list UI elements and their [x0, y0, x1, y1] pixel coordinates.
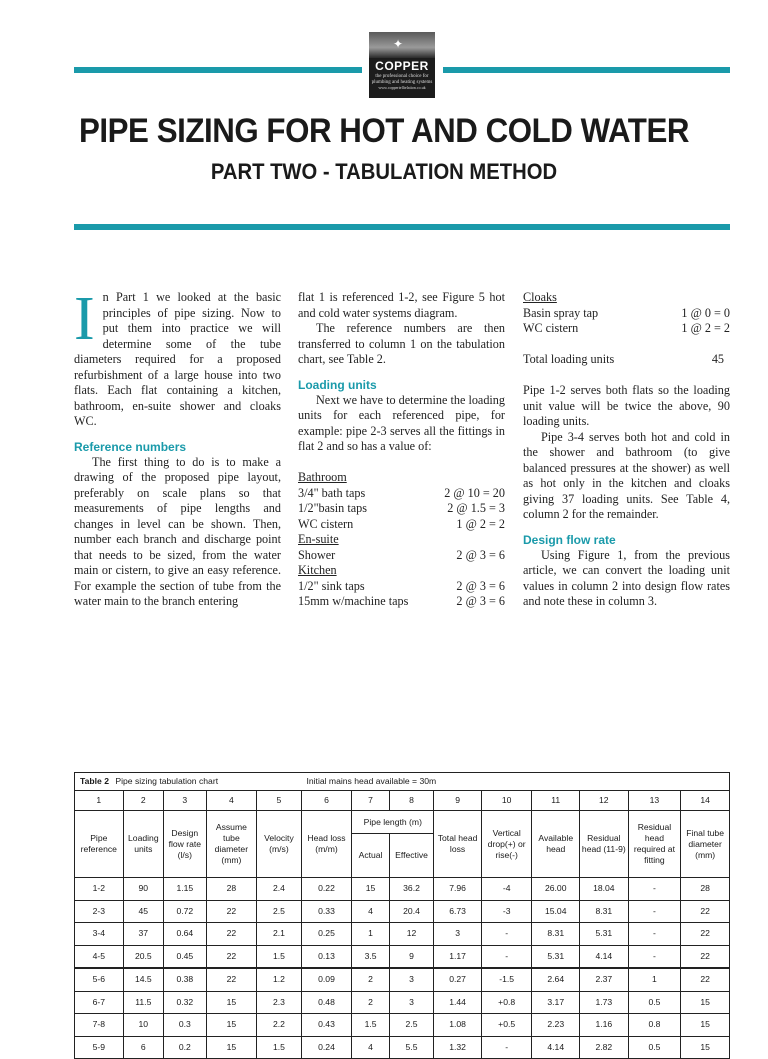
table-cell: 2.64 [532, 968, 580, 991]
table-cell: 3-4 [75, 923, 124, 946]
table-cell: 2.1 [257, 923, 302, 946]
heading-reference-numbers: Reference numbers [74, 439, 187, 454]
table-cell: 0.64 [164, 923, 207, 946]
table-cell: 3.17 [532, 991, 580, 1014]
table-cell: 8.31 [532, 923, 580, 946]
col2-paragraph-2: The reference numbers are then transferred to column 1 on the tabulation chart, see Table 2. [298, 321, 505, 366]
table-row [75, 1014, 730, 1037]
table-caption-label: Table 2 [80, 776, 109, 786]
table-cell: 1.44 [434, 991, 482, 1014]
table-cell: 1 [352, 923, 389, 946]
header-pipe-reference: Pipe reference [75, 811, 124, 878]
table-cell: 7-8 [75, 1014, 124, 1037]
table-cell: 20.4 [389, 900, 434, 923]
table-cell: 22 [681, 968, 730, 991]
table-cell: -4 [481, 878, 532, 901]
table-cell: 2 [352, 991, 389, 1014]
table-cell: 3 [389, 991, 434, 1014]
table-cell: 2 [352, 968, 389, 991]
table-cell: - [628, 900, 681, 923]
col3-paragraph-2: Pipe 3-4 serves both hot and cold in the shower and bathroom (to give balanced pressures at the shower) as well as hot only in the kitchen and cloaks giving 37 loading units. See Table 4, column 2 for the remainder. [523, 429, 730, 521]
list-item: Shower 2 @ 3 = 6 [298, 547, 505, 562]
table-cell: 0.2 [164, 1036, 207, 1059]
header-vertical-drop: Vertical drop(+) or rise(-) [481, 811, 532, 878]
title-rule [74, 224, 730, 230]
table-cell: 5.31 [532, 945, 580, 968]
table-caption-note: Initial mains head available = 30m [306, 776, 437, 786]
table-cell: 2-3 [75, 900, 124, 923]
table-cell: - [628, 878, 681, 901]
table-row [75, 900, 730, 923]
table-caption-text: Pipe sizing tabulation chart [115, 776, 219, 786]
table-cell: 4-5 [75, 945, 124, 968]
table-cell: 37 [123, 923, 163, 946]
table-row [75, 945, 730, 968]
table-cell: 2.4 [257, 878, 302, 901]
table-cell: 15 [206, 1036, 257, 1059]
col2-paragraph-1: flat 1 is referenced 1-2, see Figure 5 hot and cold water systems diagram. [298, 290, 505, 320]
table-cell: 5.5 [389, 1036, 434, 1059]
table-cell: 28 [681, 878, 730, 901]
table-row [75, 991, 730, 1014]
header-effective: Effective [389, 834, 434, 878]
header-residual-head-required: Residual head required at fitting [628, 811, 681, 878]
table-cell: 0.32 [164, 991, 207, 1014]
table-cell: 26.00 [532, 878, 580, 901]
table-cell: 1.15 [164, 878, 207, 901]
table-cell: 15 [352, 878, 389, 901]
top-rule-left [74, 67, 362, 73]
logo-url: www.coppertelltelation.co.uk [378, 85, 426, 90]
list-item: 1/2" sink taps 2 @ 3 = 6 [298, 578, 505, 593]
table-cell: 1-2 [75, 878, 124, 901]
header-final-tube-diameter: Final tube diameter (mm) [681, 811, 730, 878]
column-number: 4 [206, 791, 257, 811]
table-row [75, 1036, 730, 1059]
table-body [75, 878, 730, 1059]
table-cell: 36.2 [389, 878, 434, 901]
list-item: WC cistern 1 @ 2 = 2 [298, 516, 505, 531]
table-cell: +0.5 [481, 1014, 532, 1037]
table-cell: 0.72 [164, 900, 207, 923]
list-item: 3/4" bath taps 2 @ 10 = 20 [298, 485, 505, 500]
table-cell: 4 [352, 1036, 389, 1059]
table-cell: 9 [389, 945, 434, 968]
table-cell: 11.5 [123, 991, 163, 1014]
table-cell: 6 [123, 1036, 163, 1059]
table-cell: 3.5 [352, 945, 389, 968]
intro-paragraph: In Part 1 we looked at the basic principles of pipe sizing. Now to put them into practice we will determine some of the tube diameters required for a proposed refurbishment of a large house into two flats. Each flat containing a kitchen, bathroom, en-suite shower and cloaks WC. [74, 285, 281, 428]
column-number: 6 [301, 791, 352, 811]
table-cell: 22 [681, 945, 730, 968]
table-cell: 2.37 [580, 968, 629, 991]
column-number: 3 [164, 791, 207, 811]
table-cell: 1.5 [352, 1014, 389, 1037]
table-cell: 22 [681, 900, 730, 923]
table-cell: 0.27 [434, 968, 482, 991]
table-cell: 90 [123, 878, 163, 901]
page-title: PIPE SIZING FOR HOT AND COLD WATER [79, 112, 689, 150]
table-cell: 22 [206, 900, 257, 923]
table-cell: 0.24 [301, 1036, 352, 1059]
total-loading-units: Total loading units 45 [523, 352, 724, 366]
header-row-1 [75, 811, 730, 834]
table-cell: 20.5 [123, 945, 163, 968]
table-cell: -1.5 [481, 968, 532, 991]
column-number-row [75, 791, 730, 811]
reference-paragraph: The first thing to do is to make a drawing of the proposed pipe layout, preferably on scale plans so that measurements of pipe lengths and changes in level can be shown. Then, number each branch and discharge point that needs to be sized, from the water main or cistern, to give an easy reference. For example the section of tube from the water main to the branch entering [74, 454, 281, 608]
header-residual-head: Residual head (11-9) [580, 811, 629, 878]
bathroom-heading: Bathroom [298, 470, 347, 484]
ensuite-heading: En-suite [298, 532, 339, 546]
column-number: 10 [481, 791, 532, 811]
header-available-head: Available head [532, 811, 580, 878]
table-cell: +0.8 [481, 991, 532, 1014]
table-cell: 0.3 [164, 1014, 207, 1037]
header-design-flow-rate: Design flow rate (l/s) [164, 811, 207, 878]
table-cell: 22 [206, 923, 257, 946]
table-cell: 3 [389, 968, 434, 991]
list-item: 1/2"basin taps 2 @ 1.5 = 3 [298, 501, 505, 515]
table-cell: 0.09 [301, 968, 352, 991]
table-cell: 0.5 [628, 991, 681, 1014]
table-cell: 4.14 [580, 945, 629, 968]
table-cell: 1.16 [580, 1014, 629, 1037]
table-cell: 2.3 [257, 991, 302, 1014]
table-cell: 1.32 [434, 1036, 482, 1059]
table-cell: 1.5 [257, 1036, 302, 1059]
header-total-head-loss: Total head loss [434, 811, 482, 878]
header-pipe-length: Pipe length (m) [352, 811, 434, 834]
table-cell: 0.43 [301, 1014, 352, 1037]
cloaks-heading: Cloaks [523, 290, 557, 304]
header-tube-diameter: Assume tube diameter (mm) [206, 811, 257, 878]
text-column-2 [298, 290, 505, 610]
table-cell: 15 [681, 1014, 730, 1037]
table-cell: 22 [206, 945, 257, 968]
table-cell: 2.82 [580, 1036, 629, 1059]
table-cell: 0.38 [164, 968, 207, 991]
table-cell: 0.22 [301, 878, 352, 901]
table-cell: 12 [389, 923, 434, 946]
table-cell: 5-6 [75, 968, 124, 991]
table-cell: - [481, 923, 532, 946]
table-cell: 1.08 [434, 1014, 482, 1037]
table-cell: 22 [681, 923, 730, 946]
table-cell: 45 [123, 900, 163, 923]
column-number: 2 [123, 791, 163, 811]
column-number: 14 [681, 791, 730, 811]
column-number: 7 [352, 791, 389, 811]
table-cell: 0.8 [628, 1014, 681, 1037]
header-velocity: Velocity (m/s) [257, 811, 302, 878]
header-head-loss: Head loss (m/m) [301, 811, 352, 878]
table-cell: 0.13 [301, 945, 352, 968]
kitchen-heading: Kitchen [298, 563, 337, 577]
table-cell: 2.5 [257, 900, 302, 923]
logo-tagline: the professional choice for plumbing and heating systems www.coppertelltelation.co.uk [371, 74, 433, 90]
table-cell: - [481, 1036, 532, 1059]
table-cell: 18.04 [580, 878, 629, 901]
table-row [75, 968, 730, 991]
table-cell: 1 [628, 968, 681, 991]
pipe-sizing-table [74, 772, 730, 1059]
col3-paragraph-3: Using Figure 1, from the previous article, we can convert the loading unit values in column 2 into design flow rates and note these in column 3. [523, 547, 730, 608]
table-cell: 1.2 [257, 968, 302, 991]
table-cell: 1.73 [580, 991, 629, 1014]
table-cell: 1.17 [434, 945, 482, 968]
column-number: 13 [628, 791, 681, 811]
col2-paragraph-3: Next we have to determine the loading units for each referenced pipe, for example: pipe 2-3 serves all the fittings in flat 2 and so has a value of: [298, 392, 505, 453]
table-cell: 0.48 [301, 991, 352, 1014]
table-cell: - [481, 945, 532, 968]
list-item: 15mm w/machine taps 2 @ 3 = 6 [298, 594, 505, 608]
table-cell: 0.33 [301, 900, 352, 923]
table-cell: 5-9 [75, 1036, 124, 1059]
list-item: WC cistern 1 @ 2 = 2 [523, 321, 730, 335]
table-cell: 15.04 [532, 900, 580, 923]
table-cell: 8.31 [580, 900, 629, 923]
table-caption [75, 773, 730, 791]
copper-logo [369, 32, 435, 98]
table-cell: 28 [206, 878, 257, 901]
column-number: 12 [580, 791, 629, 811]
table-row [75, 878, 730, 901]
heading-loading-units: Loading units [298, 377, 377, 392]
table-cell: - [628, 945, 681, 968]
column-number: 9 [434, 791, 482, 811]
table-cell: 7.96 [434, 878, 482, 901]
logo-star-icon: ✦ [393, 37, 404, 51]
column-number: 1 [75, 791, 124, 811]
table-cell: 6.73 [434, 900, 482, 923]
table-cell: 2.5 [389, 1014, 434, 1037]
top-rule-right [443, 67, 730, 73]
list-item: Basin spray tap 1 @ 0 = 0 [523, 305, 730, 320]
table-cell: 15 [206, 991, 257, 1014]
column-number: 11 [532, 791, 580, 811]
text-column-1 [74, 285, 281, 610]
heading-design-flow-rate: Design flow rate [523, 532, 616, 547]
table-cell: - [628, 923, 681, 946]
table-cell: 15 [681, 991, 730, 1014]
table-cell: 2.2 [257, 1014, 302, 1037]
table-cell: 22 [206, 968, 257, 991]
drop-cap: I [74, 285, 95, 353]
table-cell: 4 [352, 900, 389, 923]
table-cell: 10 [123, 1014, 163, 1037]
table-cell: 1.5 [257, 945, 302, 968]
table-cell: 4.14 [532, 1036, 580, 1059]
table-row [75, 923, 730, 946]
header-loading-units: Loading units [123, 811, 163, 878]
page-subtitle: PART TWO - TABULATION METHOD [210, 159, 558, 184]
col3-paragraph-1: Pipe 1-2 serves both flats so the loading unit value will be twice the above, 90 loading units. [523, 383, 730, 428]
table-cell: 0.5 [628, 1036, 681, 1059]
column-number: 8 [389, 791, 434, 811]
table-cell: 15 [206, 1014, 257, 1037]
table-cell: 14.5 [123, 968, 163, 991]
table-cell: 5.31 [580, 923, 629, 946]
table-cell: 0.45 [164, 945, 207, 968]
header-actual: Actual [352, 834, 389, 878]
table-cell: 6-7 [75, 991, 124, 1014]
column-number: 5 [257, 791, 302, 811]
table-cell: -3 [481, 900, 532, 923]
table-cell: 3 [434, 923, 482, 946]
table-cell: 0.25 [301, 923, 352, 946]
logo-word: COPPER [375, 59, 429, 73]
table-cell: 15 [681, 1036, 730, 1059]
text-column-3 [523, 290, 730, 610]
table-cell: 2.23 [532, 1014, 580, 1037]
